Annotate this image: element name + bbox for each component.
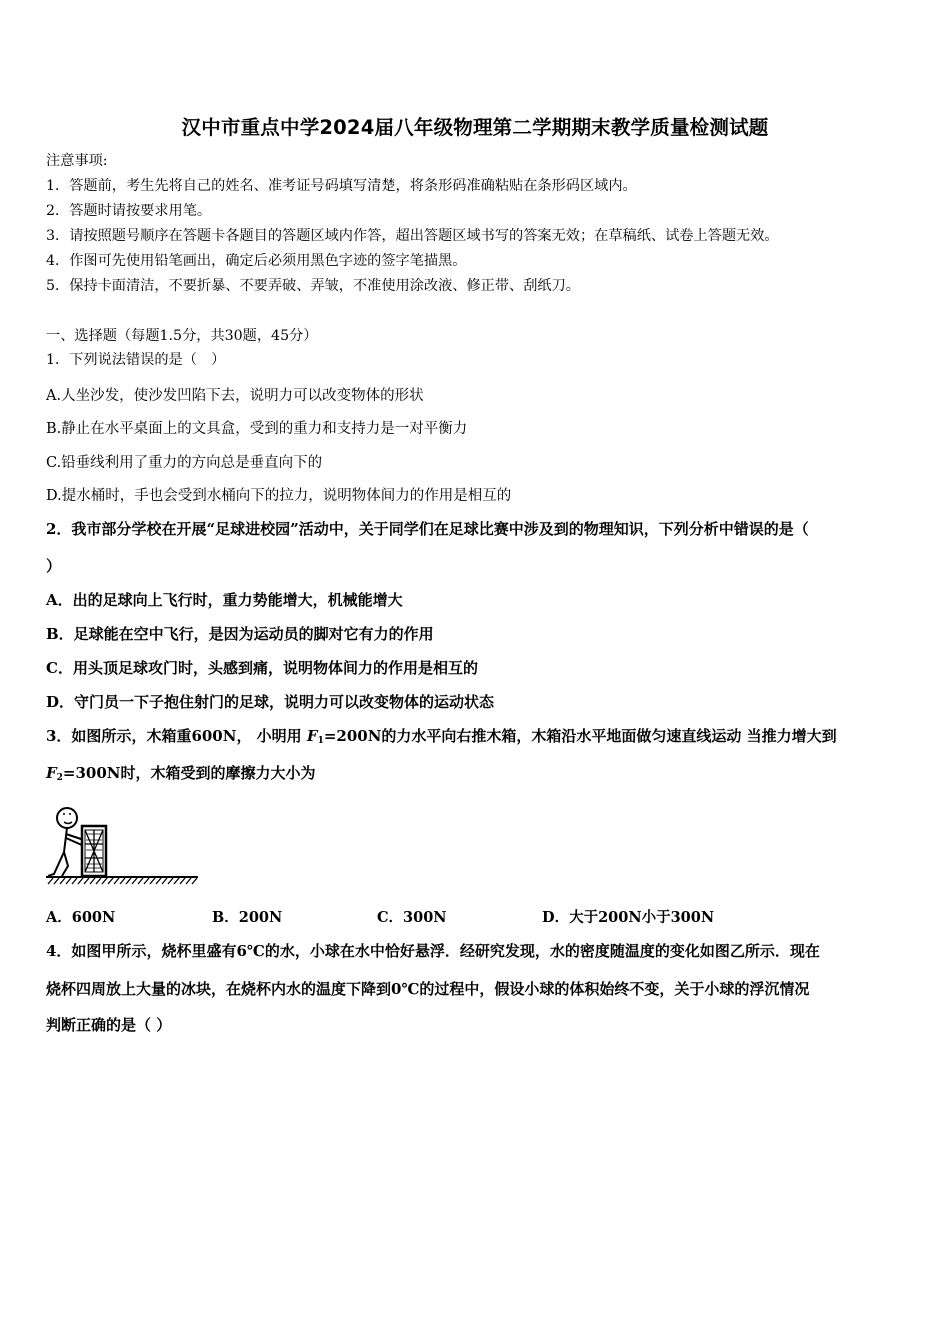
notice-item-5: 5．保持卡面清洁，不要折暴、不要弄破、弄皱，不准使用涂改液、修正带、刮纸刀。 [46,278,580,294]
figure-legs [48,852,68,876]
q3-f1-symbol: F [306,727,318,745]
q4-line1: 4．如图甲所示，烧杯里盛有6℃的水，小球在水中恰好悬浮．经研究发现，水的密度随温度的变化如图乙所示．现在 [46,942,820,960]
q3-f2-sub: 2 [56,773,63,783]
q3-f1-sub: 1 [317,736,324,746]
q1-stem: 1．下列说法错误的是（ ） [46,352,226,368]
section-heading: 一、选择题（每题1.5分，共30题，45分） [46,328,318,344]
q1-option-b: B.静止在水平桌面上的文具盒，受到的重力和支持力是一对平衡力 [46,421,468,437]
q1-option-c: C.铅垂线利用了重力的方向总是垂直向下的 [46,455,323,471]
q4-line3: 判断正确的是（ ） [46,1016,172,1034]
q2-stem-line2: ） [46,557,62,575]
q3-text-part1: 3．如图所示，木箱重600N， 小明用 [46,727,307,745]
q3-stem-line2 [46,763,316,788]
q2-option-c: C．用头顶足球攻门时，头感到痛，说明物体间力的作用是相互的 [46,659,478,677]
q3-option-a: A．600N [46,909,116,926]
notice-item-3: 3．请按照题号顺序在答题卡各题目的答题区域内作答，超出答题区域书写的答案无效；在草稿纸、试卷上答题无效。 [46,228,779,244]
q3-option-c: C．300N [377,909,447,926]
q1-option-a: A.人坐沙发，使沙发凹陷下去，说明力可以改变物体的形状 [46,388,424,404]
page-title: 汉中市重点中学2024届八年级物理第二学期期末教学质量检测试题 [181,116,769,139]
q3-option-b: B．200N [212,909,283,926]
figure-body [64,828,67,852]
q3-option-d: D．大于200N小于300N [542,909,715,926]
q2-option-d: D．守门员一下子抱住射门的足球，说明力可以改变物体的运动状态 [46,693,495,711]
q3-stem-line1 [46,726,837,751]
notice-item-1: 1．答题前，考生先将自己的姓名、准考证号码填写清楚，将条形码准确粘贴在条形码区域内。 [46,178,637,194]
q3-text-part3: =300N时，木箱受到的摩擦力大小为 [62,764,316,782]
ground [46,877,198,884]
q2-stem-line1: 2．我市部分学校在开展“足球进校园”活动中，关于同学们在足球比赛中涉及到的物理知识，下列分析中错误的是（ [46,520,809,538]
q2-option-a: A．出的足球向上飞行时，重力势能增大，机械能增大 [46,591,403,609]
crate [82,826,106,876]
q3-f2-symbol: F [46,764,57,782]
q3-figure-pushing-crate [44,800,200,890]
figure-head [57,808,77,828]
q4-line2: 烧杯四周放上大量的冰块，在烧杯内水的温度下降到0℃的过程中，假设小球的体积始终不变，关于小球的浮沉情况 [46,980,810,998]
notice-heading: 注意事项: [46,153,108,169]
notice-item-2: 2．答题时请按要求用笔。 [46,203,212,219]
q2-option-b: B．足球能在空中飞行，是因为运动员的脚对它有力的作用 [46,625,434,643]
q3-text-part2: =200N的力水平向右推木箱，木箱沿水平地面做匀速直线运动 当推力增大到 [323,727,837,745]
q1-option-d: D.提水桶时，手也会受到水桶向下的拉力，说明物体间力的作用是相互的 [46,488,512,504]
notice-item-4: 4．作图可先使用铅笔画出，确定后必须用黑色字迹的签字笔描黑。 [46,253,467,269]
